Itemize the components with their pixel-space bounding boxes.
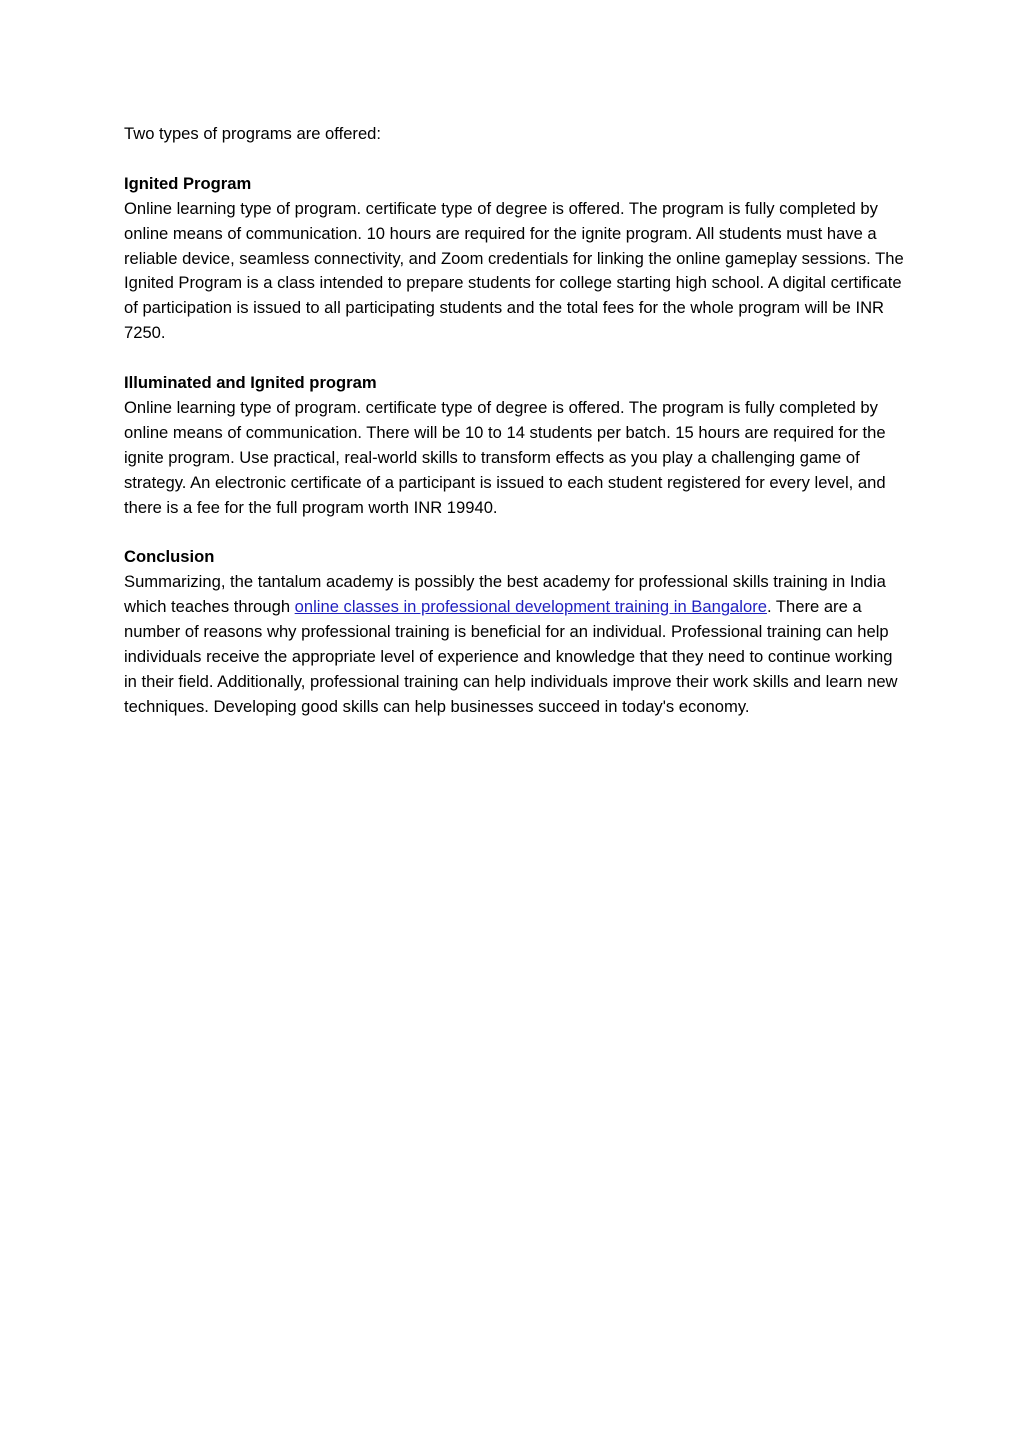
professional-training-link[interactable]: online classes in professional development training in Bangalore [294, 597, 767, 617]
section-body-illuminated: Online learning type of program. certificate type of degree is offered. The program is fully completed by online means of communication. There will be 10 to 14 students per batch. 15 hours are required for the ignite program. Use practical, real-world skills to transform effects as you play a challenging game of strategy. An electronic certificate of a participant is issued to each student registered for every level, and there is a fee for the full program worth INR 19940. [124, 397, 886, 517]
document-page [124, 122, 909, 720]
spacer [124, 147, 909, 172]
conclusion-body [124, 570, 909, 719]
conclusion-text-after-link: . There are a number of reasons why professional training is beneficial for an individual. Professional training can help individuals receive the appropriate level of experience and knowledge that they need to continue working in their field. Additionally, professional training can help individuals improve their work skills and learn new techniques. Developing good skills can help businesses succeed in today's economy. [124, 597, 898, 716]
spacer [124, 346, 909, 371]
conclusion-heading: Conclusion [124, 547, 215, 567]
conclusion-text-before-link: Summarizing, the tantalum academy is possibly the best academy for professional skills training in India which teaches through [124, 572, 886, 617]
section-heading-illuminated: Illuminated and Ignited program [124, 373, 377, 393]
intro-text: Two types of programs are offered: [124, 124, 382, 143]
section-heading-ignited: Ignited Program [124, 173, 252, 193]
section-body-ignited: Online learning type of program. certificate type of degree is offered. The program is fully completed by online means of communication. 10 hours are required for the ignite program. All students must have a reliable device, seamless connectivity, and Zoom credentials for linking the online gameplay sessions. The Ignited Program is a class intended to prepare students for college starting high school. A digital certificate of participation is issued to all participating students and the total fees for the whole program will be INR 7250. [124, 198, 904, 343]
spacer [124, 520, 909, 545]
